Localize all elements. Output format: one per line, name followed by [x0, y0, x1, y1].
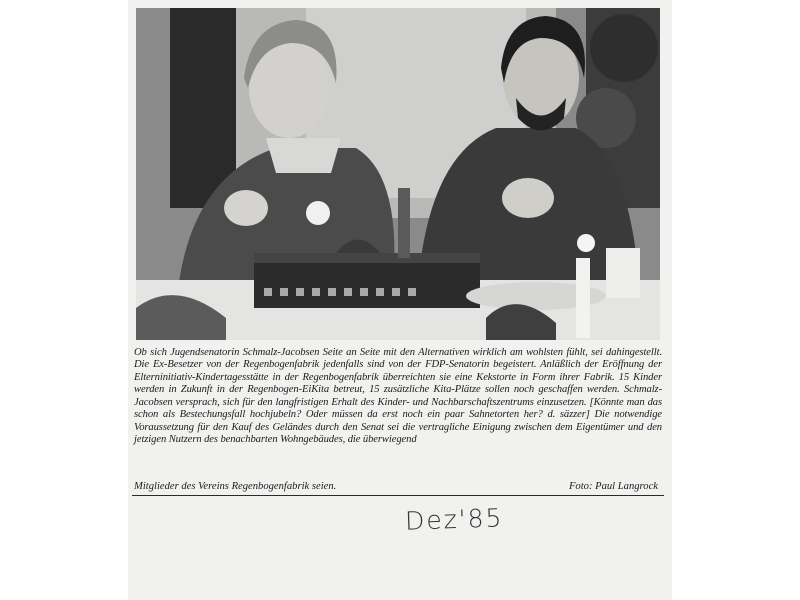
photo-credit: Foto: Paul Langrock [568, 481, 658, 492]
handwritten-date: Dez'85 [404, 503, 504, 536]
photo-illustration [136, 8, 660, 340]
news-photo [136, 8, 660, 340]
divider-line [132, 495, 664, 496]
caption-last-line [134, 481, 662, 494]
photo-caption: Ob sich Jugendsenatorin Schmalz-Jacobsen Seite an Seite mit den Alternativen wirklich am wohlsten fühlt, sei dahingestellt. Die Ex-Besetzer von der Regenbogenfabrik jedenfalls sind von der FDP-Senatorin begeistert. Anläßlich der Eröffnung der Elterninitiativ-Kindertagesstätte in der Regenbogenfabrik überreichten sie eine Kekstorte in Form ihrer Fabrik. 15 Kinder werden in Zukunft in der Regenbogen-EiKita betreut, 15 zusätzliche Kita-Plätze sollen noch geschaffen werden. Schmalz-Jacobsen versprach, sich für den langfristigen Erhalt des Kinder- und Nachbarschaftszentrums einzusetzen. [Könnte man das schon als Bestechungsfall hochjubeln? Oder müssen da erst noch ein paar Sahnetorten her? d. säzzer] Die notwendige Voraussetzung für den Kauf des Geländes durch den Senat sei die vertragliche Einigung zwischen dem Eigentümer und den jetzigen Nutzern des benachbarten Wohngebäudes, die überwiegend [134, 347, 662, 446]
caption-end: Mitglieder des Vereins Regenbogenfabrik seien. [134, 481, 337, 492]
